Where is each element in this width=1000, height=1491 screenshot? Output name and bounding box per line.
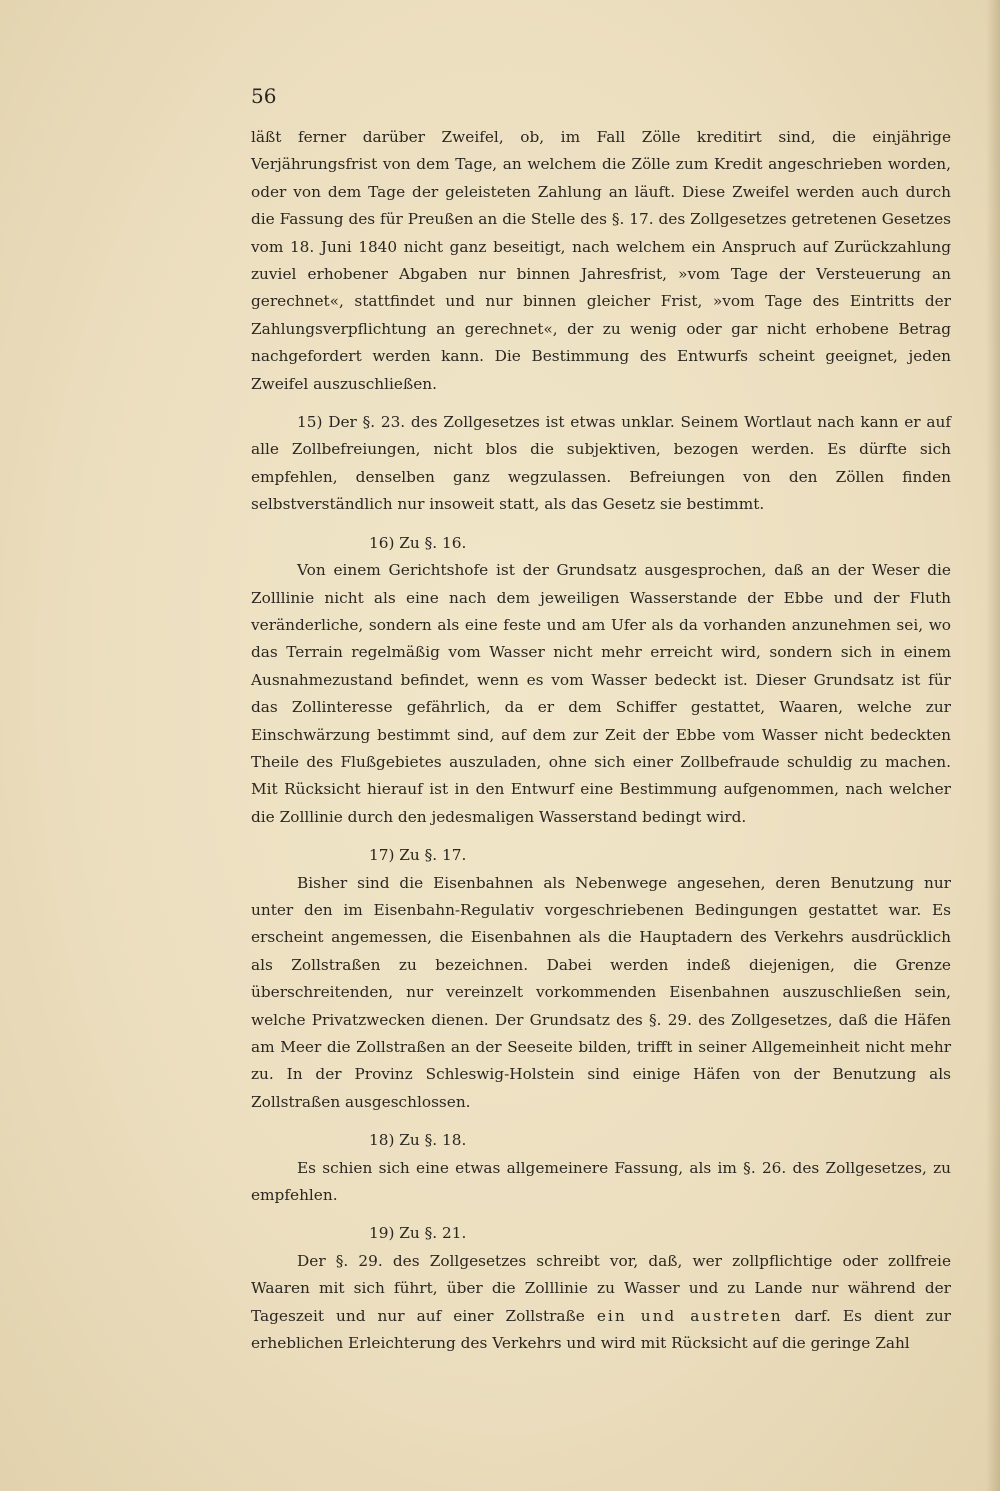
page-number: 56: [251, 84, 277, 108]
section-17-paragraph: Bisher sind die Eisenbahnen als Nebenwege angesehen, deren Benutzung nur unter den im Eisenbahn-Regulativ vorgeschriebenen Bedingungen gestattet war. Es erscheint angemessen, die Eisenbahnen als die Hauptadern des Verkehrs ausdrücklich als Zollstraßen zu bezeichnen. Dabei werden indeß diejenigen, die Grenze überschreitenden, nur vereinzelt vorkommenden Eisenbahnen auszuschließen sein, welche Privatzwecken dienen. Der Grundsatz des §. 29. des Zollgesetzes, daß die Häfen am Meer die Zollstraßen an der Seeseite bilden, trifft in seiner Allgemeinheit nicht mehr zu. In der Provinz Schleswig-Holstein sind einige Häfen von der Benutzung als Zollstraßen ausgeschlossen.: [251, 873, 951, 1111]
page-edge-shadow: [986, 0, 1000, 1491]
section-17-heading: 17) Zu §. 17.: [369, 846, 467, 865]
section-19: [251, 1220, 951, 1357]
section-19-text-before: Der §. 29. des Zollgesetzes schreibt vor, daß, wer zollpflichtige oder zollfreie Waaren mit sich führt, über die Zolllinie zu Wasser und zu Lande nur während der Tageszeit und nur auf einer Zollstraße: [251, 1251, 951, 1325]
section-19-spaced-text: ein und austreten: [596, 1306, 783, 1325]
section-16: [251, 530, 951, 831]
page-body: [251, 124, 951, 1357]
intro-paragraph: läßt ferner darüber Zweifel, ob, im Fall Zölle kreditirt sind, die einjährige Verjährungsfrist von dem Tage, an welchem die Zölle zum Kredit angeschrieben worden, oder von dem Tage der geleisteten Zahlung an läuft. Diese Zweifel werden auch durch die Fassung des für Preußen an die Stelle des §. 17. des Zollgesetzes getretenen Gesetzes vom 18. Juni 1840 nicht ganz beseitigt, nach welchem ein Anspruch auf Zurückzahlung zuviel erhobener Abgaben nur binnen Jahresfrist, »vom Tage der Versteuerung an gerechnet«, stattfindet und nur binnen gleicher Frist, »vom Tage des Eintritts der Zahlungsverpflichtung an gerechnet«, der zu wenig oder gar nicht erhobene Betrag nachgefordert werden kann. Die Bestimmung des Entwurfs scheint geeignet, jeden Zweifel auszuschließen.: [251, 128, 951, 393]
section-19-paragraph: [251, 1248, 951, 1358]
section-19-text-after: darf. Es dient zur erheblichen Erleichterung des Verkehrs und wird mit Rücksicht auf die geringe Zahl: [251, 1306, 951, 1353]
section-16-paragraph: Von einem Gerichtshofe ist der Grundsatz ausgesprochen, daß an der Weser die Zolllinie nicht als eine nach dem jeweiligen Wasserstande der Ebbe und der Fluth veränderliche, sondern als eine feste und am Ufer als da vorhanden anzunehmen sei, wo das Terrain regelmäßig vom Wasser nicht mehr erreicht wird, sondern sich in einem Ausnahmezustand befindet, wenn es vom Wasser bedeckt ist. Dieser Grundsatz ist für das Zollinteresse gefährlich, da er dem Schiffer gestattet, Waaren, welche zur Einschwärzung bestimmt sind, auf dem zur Zeit der Ebbe vom Wasser nicht bedeckten Theile des Flußgebietes auszuladen, ohne sich einer Zollbefraude schuldig zu machen. Mit Rücksicht hierauf ist in den Entwurf eine Bestimmung aufgenommen, nach welcher die Zolllinie durch den jedesmaligen Wasserstand bedingt wird.: [251, 561, 951, 826]
section-18: [251, 1127, 951, 1209]
section-18-paragraph: Es schien sich eine etwas allgemeinere Fassung, als im §. 26. des Zollgesetzes, zu empfehlen.: [251, 1158, 951, 1205]
section-15-paragraph: 15) Der §. 23. des Zollgesetzes ist etwas unklar. Seinem Wortlaut nach kann er auf alle Zollbefreiungen, nicht blos die subjektiven, bezogen werden. Es dürfte sich empfehlen, denselben ganz wegzulassen. Befreiungen von den Zöllen finden selbstverständlich nur insoweit statt, als das Gesetz sie bestimmt.: [251, 413, 951, 514]
section-19-heading: 19) Zu §. 21.: [369, 1224, 467, 1243]
section-18-heading: 18) Zu §. 18.: [369, 1131, 467, 1150]
section-16-heading: 16) Zu §. 16.: [369, 533, 467, 552]
section-17: [251, 842, 951, 1116]
section-15: [251, 409, 951, 519]
